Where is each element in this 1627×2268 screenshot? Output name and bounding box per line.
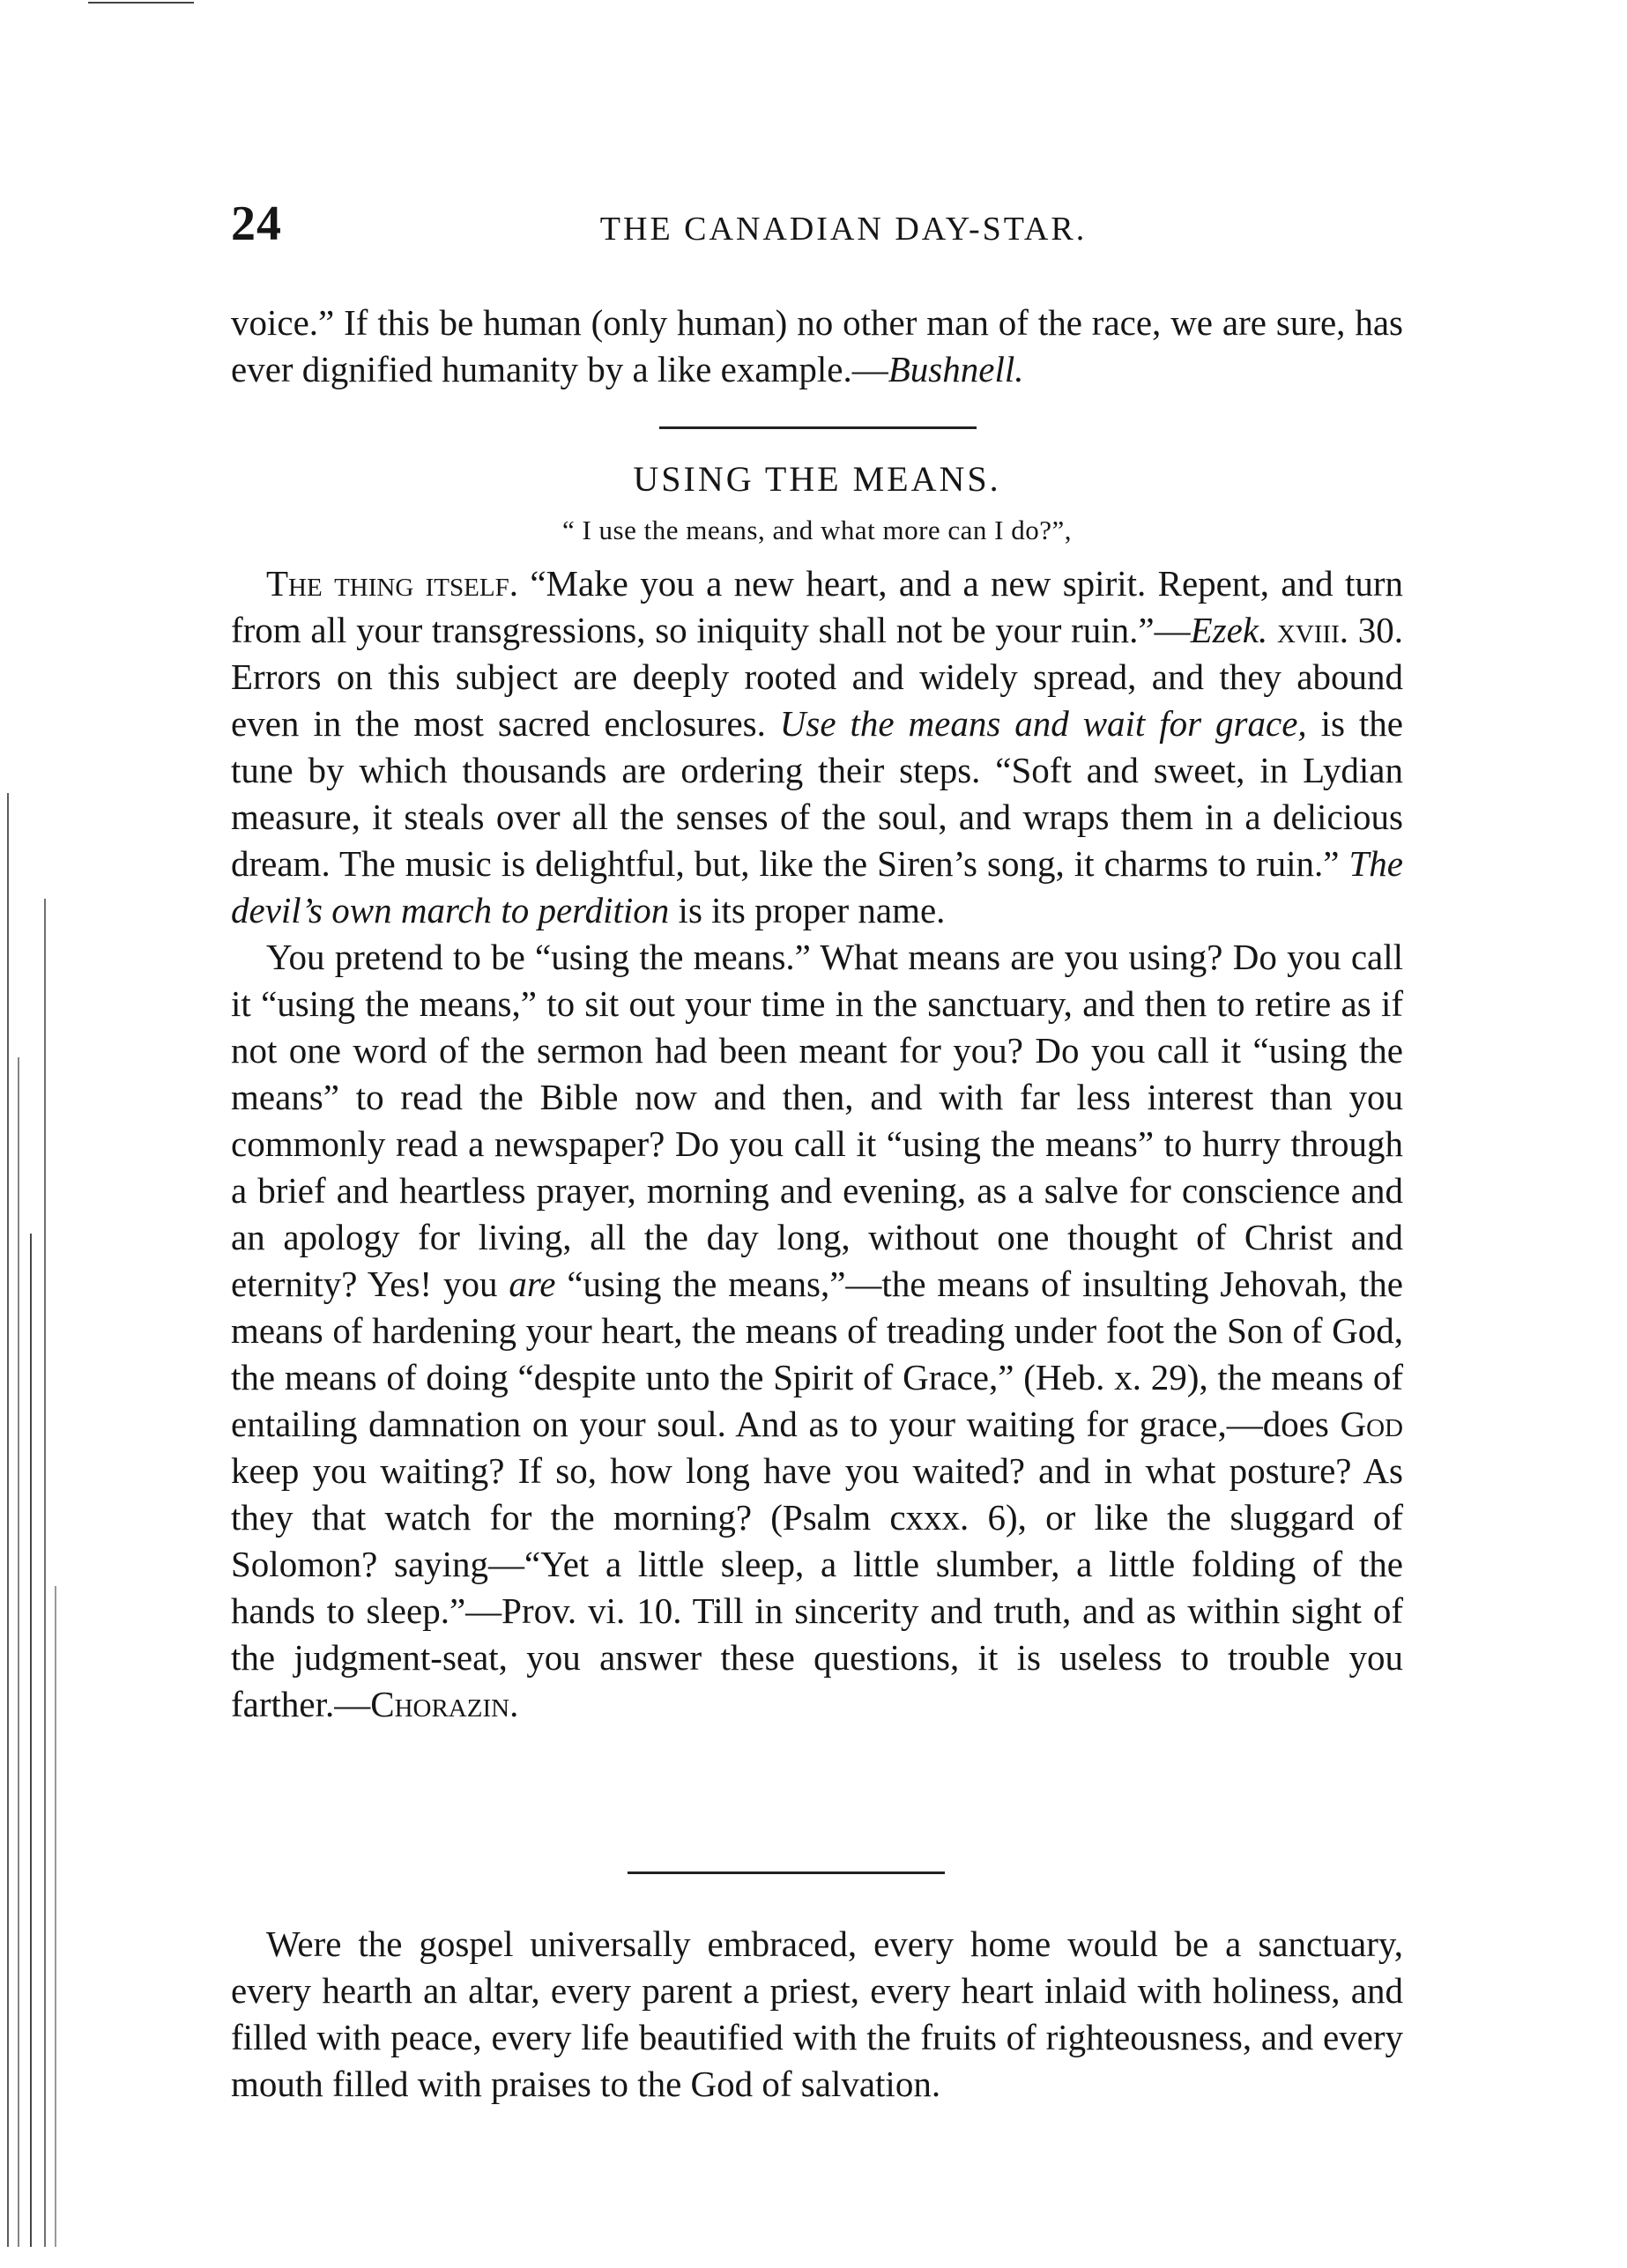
para1-ref-chapter: xviii.	[1267, 610, 1358, 650]
para2-text-3: keep you waiting? If so, how long have you waited? and in what posture? As they that watch for the morning? (Psalm cxxx. 6), or like the sluggard of Solomon? saying—“Yet a little sleep, a little slumber, a little folding of the hands to sleep.”—Prov. vi. 10. Till in sincerity and truth, and as within sight of the judgment-seat, you answer these questions, it is useless to trouble you farther.—	[231, 1450, 1403, 1724]
para1-italic-2: The devil’s own march to perdition	[231, 843, 1403, 930]
scan-corner-mark	[88, 2, 194, 4]
section-divider-bottom	[628, 1871, 945, 1874]
article-title: USING THE MEANS.	[633, 459, 1001, 499]
running-title: THE CANADIAN DAY-STAR.	[599, 211, 1088, 248]
intro-paragraph	[231, 300, 1403, 393]
article-signature: Chorazin.	[370, 1684, 519, 1724]
page-header	[231, 196, 1403, 266]
scan-binding-edge	[0, 793, 62, 2247]
page-number: 24	[231, 196, 282, 251]
para2-text-1: You pretend to be “using the means.” What means are you using? Do you call it “using the means,” to sit out your time in the sanctuary, and then to retire as if not one word of the sermon had been meant for you? Do you call it “using the means” to read the Bible now and then, and with far less interest than you commonly read a newspaper? Do you call it “using the means” to hurry through a brief and heartless prayer, morning and evening, as a salve for conscience and an apology for living, all the day long, without one thought of Christ and eternity? Yes! you	[231, 937, 1403, 1304]
para2-italic-are: are	[509, 1264, 556, 1304]
para1-text-4: is its proper name.	[669, 890, 946, 930]
closing-passage	[231, 1921, 1403, 2108]
para1-text-2: 30. Errors on this subject are deeply rooted and widely spread, and they abound even in the most sacred enclosures.	[231, 610, 1404, 744]
section-divider-top	[659, 426, 977, 429]
para1-ref-book: Ezek.	[1190, 610, 1268, 650]
closing-paragraph: Were the gospel universally embraced, every home would be a sanctuary, every hearth an altar, every parent a priest, every heart inlaid with holiness, and filled with peace, every life beautified with the fruits of righteousness, and every mouth filled with praises to the God of salvation.	[231, 1923, 1403, 2104]
intro-passage	[231, 300, 1403, 393]
intro-attribution: Bushnell.	[888, 349, 1024, 389]
article-paragraph-1	[231, 560, 1403, 934]
para1-text-1: “Make you a new heart, and a new spirit. Repent, and turn from all your transgressions, so iniquity shall not be your ruin.”—	[231, 563, 1403, 650]
para1-italic-1: Use the means and wait for grace,	[779, 703, 1307, 744]
intro-text: voice.” If this be human (only human) no other man of the race, we are sure, has ever dignified humanity by a like example.—	[231, 302, 1403, 389]
para2-god: God	[1340, 1404, 1403, 1444]
lead-in: The thing itself.	[266, 563, 518, 604]
article-paragraph-2	[231, 934, 1403, 1728]
article-epigraph: “ I use the means, and what more can I do?”,	[561, 515, 1073, 545]
article-body	[231, 560, 1403, 1728]
para2-text-2: “using the means,”—the means of insulting Jehovah, the means of hardening your heart, the means of treading under foot the Son of God, the means of doing “despite unto the Spirit of Grace,” (Heb. x. 29), the means of entailing damnation on your soul. And as to your waiting for grace,—does	[231, 1264, 1403, 1444]
para1-text-3: is the tune by which thousands are ordering their steps. “Soft and sweet, in Lydian measure, it steals over all the senses of the soul, and wraps them in a delicious dream. The music is delightful, but, like the Siren’s song, it charms to ruin.”	[231, 703, 1403, 884]
